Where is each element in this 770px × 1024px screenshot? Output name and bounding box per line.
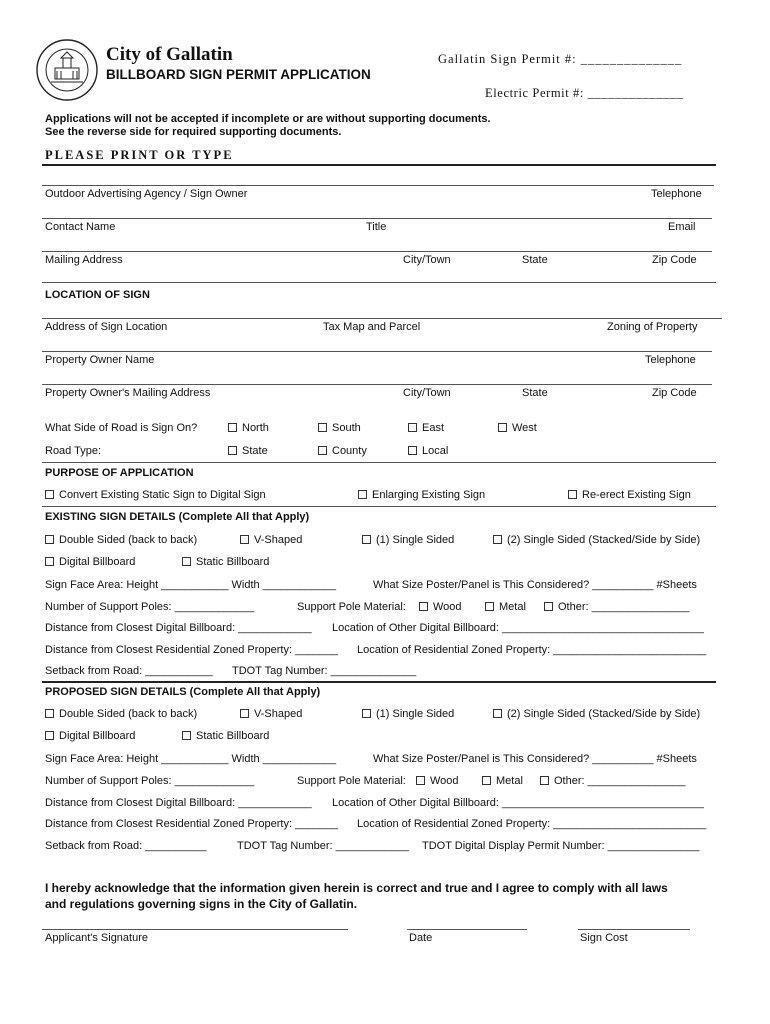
road-county-checkbox[interactable]: County	[318, 445, 367, 457]
sign-address-label: Address of Sign Location	[45, 321, 168, 333]
sign-cost-input-line[interactable]	[578, 929, 690, 930]
contact-input-line[interactable]	[42, 218, 712, 219]
existing-single2-checkbox[interactable]: (2) Single Sided (Stacked/Side by Side)	[493, 534, 700, 546]
checkbox-icon	[485, 602, 494, 611]
proposed-face-area-field[interactable]: Sign Face Area: Height ___________ Width ____________	[45, 753, 337, 765]
sign-permit-field[interactable]: Gallatin Sign Permit #: ______________	[438, 52, 683, 66]
print-or-type-label: PLEASE PRINT OR TYPE	[45, 148, 234, 162]
proposed-double-checkbox[interactable]: Double Sided (back to back)	[45, 708, 197, 720]
proposed-vshape-checkbox[interactable]: V-Shaped	[240, 708, 302, 720]
checkbox-icon	[240, 709, 249, 718]
property-mailing-input-line[interactable]	[42, 384, 712, 385]
section-divider	[42, 681, 716, 683]
purpose-heading: PURPOSE OF APPLICATION	[45, 467, 194, 479]
existing-dist-residential-field[interactable]: Distance from Closest Residential Zoned Property: _______	[45, 644, 338, 656]
existing-dist-digital-field[interactable]: Distance from Closest Digital Billboard: ____________	[45, 622, 312, 634]
proposed-metal-checkbox[interactable]: Metal	[482, 775, 523, 787]
existing-other-checkbox[interactable]: Other: ________________	[544, 601, 690, 613]
existing-poster-size-field[interactable]: What Size Poster/Panel is This Considered? __________ #Sheets	[373, 579, 697, 591]
proposed-pole-material-label: Support Pole Material:	[297, 775, 406, 787]
checkbox-icon	[45, 535, 54, 544]
east-checkbox[interactable]: East	[408, 422, 444, 434]
proposed-single1-checkbox[interactable]: (1) Single Sided	[362, 708, 454, 720]
section-divider	[42, 282, 716, 283]
existing-digital-checkbox[interactable]: Digital Billboard	[45, 556, 135, 568]
road-side-question: What Side of Road is Sign On?	[45, 422, 198, 434]
proposed-setback-field[interactable]: Setback from Road: __________	[45, 840, 207, 852]
checkbox-icon	[358, 490, 367, 499]
convert-digital-checkbox[interactable]: Convert Existing Static Sign to Digital Sign	[45, 489, 266, 501]
property-city-label: City/Town	[403, 387, 451, 399]
email-label: Email	[668, 221, 696, 233]
proposed-poles-field[interactable]: Number of Support Poles: _____________	[45, 775, 255, 787]
reerect-sign-checkbox[interactable]: Re-erect Existing Sign	[568, 489, 691, 501]
road-type-label: Road Type:	[45, 445, 102, 457]
existing-static-checkbox[interactable]: Static Billboard	[182, 556, 269, 568]
checkbox-icon	[416, 776, 425, 785]
proposed-loc-digital-field[interactable]: Location of Other Digital Billboard: _________________________________	[332, 797, 704, 809]
signature-label: Applicant's Signature	[45, 932, 148, 944]
existing-poles-field[interactable]: Number of Support Poles: _____________	[45, 601, 255, 613]
location-heading: LOCATION OF SIGN	[45, 289, 150, 301]
checkbox-icon	[493, 535, 502, 544]
mailing-input-line[interactable]	[42, 251, 712, 252]
property-telephone-label: Telephone	[645, 354, 696, 366]
property-state-label: State	[522, 387, 548, 399]
agency-input-line[interactable]	[42, 185, 714, 186]
electric-permit-field[interactable]: Electric Permit #: ______________	[485, 86, 684, 100]
section-divider	[42, 164, 716, 166]
acknowledge-line-1: I hereby acknowledge that the information given herein is correct and true and I agree to comply with all laws	[45, 881, 668, 895]
tax-map-label: Tax Map and Parcel	[323, 321, 421, 333]
checkbox-icon	[318, 446, 327, 455]
checkbox-icon	[182, 731, 191, 740]
city-seal-logo	[35, 38, 99, 102]
road-state-checkbox[interactable]: State	[228, 445, 268, 457]
existing-setback-field[interactable]: Setback from Road: ___________	[45, 665, 213, 677]
proposed-loc-residential-field[interactable]: Location of Residential Zoned Property: _________________________	[357, 818, 707, 830]
section-divider	[42, 506, 716, 507]
enlarge-sign-checkbox[interactable]: Enlarging Existing Sign	[358, 489, 485, 501]
checkbox-icon	[498, 423, 507, 432]
zoning-label: Zoning of Property	[607, 321, 698, 333]
checkbox-icon	[408, 423, 417, 432]
notice-line-2: See the reverse side for required supporting documents.	[45, 126, 342, 138]
proposed-other-checkbox[interactable]: Other: ________________	[540, 775, 686, 787]
existing-pole-material-label: Support Pole Material:	[297, 601, 406, 613]
proposed-heading: PROPOSED SIGN DETAILS (Complete All that Apply)	[45, 686, 321, 698]
checkbox-icon	[482, 776, 491, 785]
existing-face-area-field[interactable]: Sign Face Area: Height ___________ Width ____________	[45, 579, 337, 591]
section-divider	[42, 462, 716, 463]
checkbox-icon	[45, 490, 54, 499]
contact-name-label: Contact Name	[45, 221, 116, 233]
proposed-dist-digital-field[interactable]: Distance from Closest Digital Billboard: ____________	[45, 797, 312, 809]
mailing-address-label: Mailing Address	[45, 254, 123, 266]
proposed-wood-checkbox[interactable]: Wood	[416, 775, 459, 787]
existing-vshape-checkbox[interactable]: V-Shaped	[240, 534, 302, 546]
checkbox-icon	[228, 423, 237, 432]
existing-tdot-field[interactable]: TDOT Tag Number: ______________	[232, 665, 417, 677]
existing-loc-digital-field[interactable]: Location of Other Digital Billboard: _________________________________	[332, 622, 704, 634]
checkbox-icon	[568, 490, 577, 499]
agency-label: Outdoor Advertising Agency / Sign Owner	[45, 188, 248, 200]
proposed-digital-checkbox[interactable]: Digital Billboard	[45, 730, 135, 742]
form-title: BILLBOARD SIGN PERMIT APPLICATION	[106, 67, 371, 82]
checkbox-icon	[408, 446, 417, 455]
proposed-dist-residential-field[interactable]: Distance from Closest Residential Zoned Property: _______	[45, 818, 338, 830]
checkbox-icon	[45, 731, 54, 740]
city-town-label: City/Town	[403, 254, 451, 266]
checkbox-icon	[544, 602, 553, 611]
checkbox-icon	[182, 557, 191, 566]
existing-wood-checkbox[interactable]: Wood	[419, 601, 462, 613]
road-local-checkbox[interactable]: Local	[408, 445, 448, 457]
existing-metal-checkbox[interactable]: Metal	[485, 601, 526, 613]
property-zip-label: Zip Code	[652, 387, 697, 399]
checkbox-icon	[493, 709, 502, 718]
existing-heading: EXISTING SIGN DETAILS (Complete All that Apply)	[45, 511, 310, 523]
city-name: City of Gallatin	[106, 44, 233, 65]
proposed-single2-checkbox[interactable]: (2) Single Sided (Stacked/Side by Side)	[493, 708, 700, 720]
checkbox-icon	[45, 557, 54, 566]
property-owner-input-line[interactable]	[42, 351, 712, 352]
proposed-tdot-digital-field[interactable]: TDOT Digital Display Permit Number: _______________	[422, 840, 700, 852]
property-owner-label: Property Owner Name	[45, 354, 155, 366]
existing-double-checkbox[interactable]: Double Sided (back to back)	[45, 534, 197, 546]
checkbox-icon	[419, 602, 428, 611]
sign-address-input-line[interactable]	[42, 318, 722, 319]
checkbox-icon	[228, 446, 237, 455]
checkbox-icon	[45, 709, 54, 718]
north-checkbox[interactable]: North	[228, 422, 269, 434]
proposed-poster-size-field[interactable]: What Size Poster/Panel is This Considered? __________ #Sheets	[373, 753, 697, 765]
proposed-static-checkbox[interactable]: Static Billboard	[182, 730, 269, 742]
checkbox-icon	[362, 535, 371, 544]
signature-input-line[interactable]	[42, 929, 348, 930]
checkbox-icon	[318, 423, 327, 432]
title-label: Title	[366, 221, 387, 233]
proposed-tdot-field[interactable]: TDOT Tag Number: ____________	[237, 840, 410, 852]
state-label: State	[522, 254, 548, 266]
zip-code-label: Zip Code	[652, 254, 697, 266]
date-label: Date	[409, 932, 433, 944]
checkbox-icon	[540, 776, 549, 785]
date-input-line[interactable]	[407, 929, 527, 930]
notice-line-1: Applications will not be accepted if incomplete or are without supporting documents.	[45, 113, 491, 125]
existing-single1-checkbox[interactable]: (1) Single Sided	[362, 534, 454, 546]
south-checkbox[interactable]: South	[318, 422, 361, 434]
owner-telephone-label: Telephone	[651, 188, 702, 200]
existing-loc-residential-field[interactable]: Location of Residential Zoned Property: _________________________	[357, 644, 707, 656]
checkbox-icon	[362, 709, 371, 718]
property-mailing-label: Property Owner's Mailing Address	[45, 387, 211, 399]
acknowledge-line-2: and regulations governing signs in the City of Gallatin.	[45, 897, 358, 911]
west-checkbox[interactable]: West	[498, 422, 537, 434]
checkbox-icon	[240, 535, 249, 544]
sign-cost-label: Sign Cost	[580, 932, 628, 944]
